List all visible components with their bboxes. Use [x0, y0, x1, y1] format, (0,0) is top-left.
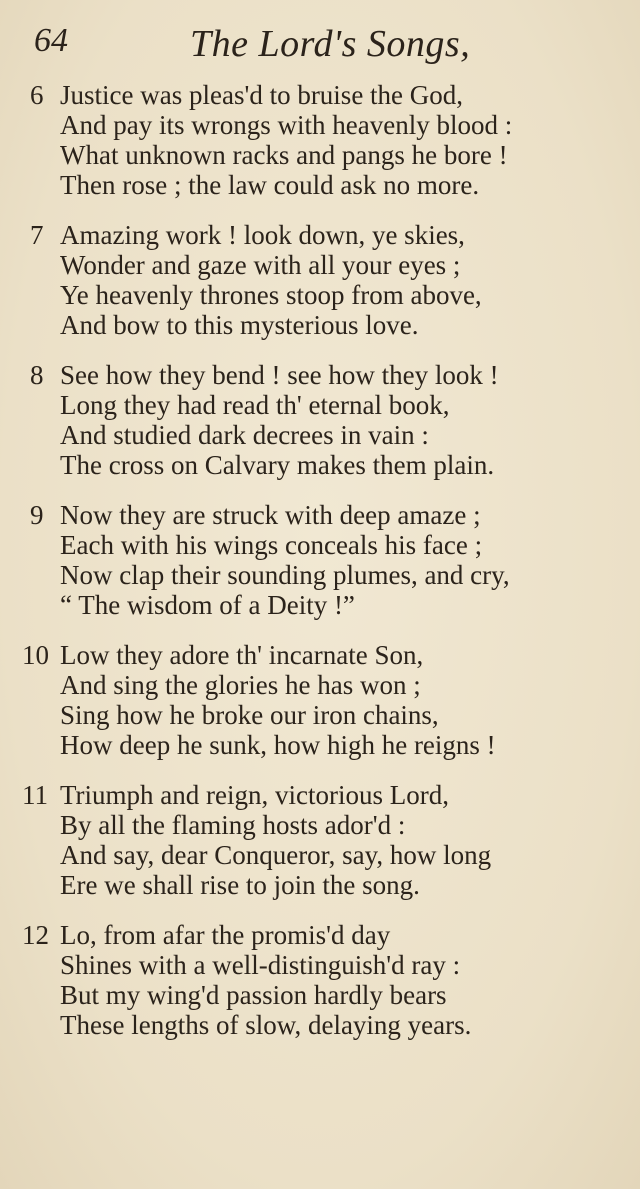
- verse-line: Justice was pleas'd to bruise the God,: [60, 80, 464, 110]
- verse-line: Then rose ; the law could ask no more.: [60, 170, 480, 200]
- stanza-7: [22, 220, 612, 340]
- stanza-9: [22, 500, 612, 620]
- verse-line: These lengths of slow, delaying years.: [60, 1010, 472, 1040]
- stanza-12: [22, 920, 612, 1040]
- verse-line: Triumph and reign, victorious Lord,: [60, 780, 449, 810]
- verse-line: And say, dear Conqueror, say, how long: [60, 840, 492, 870]
- running-head: [34, 22, 610, 70]
- page-number: 64: [34, 22, 68, 59]
- verse-line: Low they adore th' incarnate Son,: [60, 640, 424, 670]
- verse-line: Shines with a well-distinguish'd ray :: [60, 950, 461, 980]
- verse-line: And studied dark decrees in vain :: [60, 420, 429, 450]
- verse-number: 7: [30, 220, 44, 250]
- verse-line: By all the flaming hosts ador'd :: [60, 810, 406, 840]
- verse-line: Now they are struck with deep amaze ;: [60, 500, 481, 530]
- verse-line: And sing the glories he has won ;: [60, 670, 421, 700]
- verse-line: Ere we shall rise to join the song.: [60, 870, 420, 900]
- verse-line: Lo, from afar the promis'd day: [60, 920, 391, 950]
- verse-line: Wonder and gaze with all your eyes ;: [60, 250, 461, 280]
- verse-line: Now clap their sounding plumes, and cry,: [60, 560, 510, 590]
- verse-number: 12: [22, 920, 49, 950]
- verse-line: Amazing work ! look down, ye skies,: [60, 220, 465, 250]
- verse-line: And bow to this mysterious love.: [60, 310, 419, 340]
- verse-number: 9: [30, 500, 44, 530]
- verse-line: Each with his wings conceals his face ;: [60, 530, 483, 560]
- verse-line: But my wing'd passion hardly bears: [60, 980, 447, 1010]
- verse-line: See how they bend ! see how they look !: [60, 360, 499, 390]
- verse-line: “ The wisdom of a Deity !”: [60, 590, 355, 620]
- stanza-8: [22, 360, 612, 480]
- verse-line: The cross on Calvary makes them plain.: [60, 450, 495, 480]
- stanza-11: [22, 780, 612, 900]
- verse-line: Ye heavenly thrones stoop from above,: [60, 280, 482, 310]
- verse-number: 6: [30, 80, 44, 110]
- verse-line: Sing how he broke our iron chains,: [60, 700, 439, 730]
- verse-line: What unknown racks and pangs he bore !: [60, 140, 508, 170]
- hymn-stanzas: [22, 80, 612, 1060]
- verse-line: And pay its wrongs with heavenly blood :: [60, 110, 513, 140]
- verse-line: How deep he sunk, how high he reigns !: [60, 730, 496, 760]
- verse-line: Long they had read th' eternal book,: [60, 390, 450, 420]
- verse-number: 8: [30, 360, 44, 390]
- stanza-10: [22, 640, 612, 760]
- verse-number: 10: [22, 640, 49, 670]
- stanza-6: [22, 80, 612, 200]
- running-title: The Lord's Songs,: [190, 23, 471, 65]
- verse-number: 11: [22, 780, 48, 810]
